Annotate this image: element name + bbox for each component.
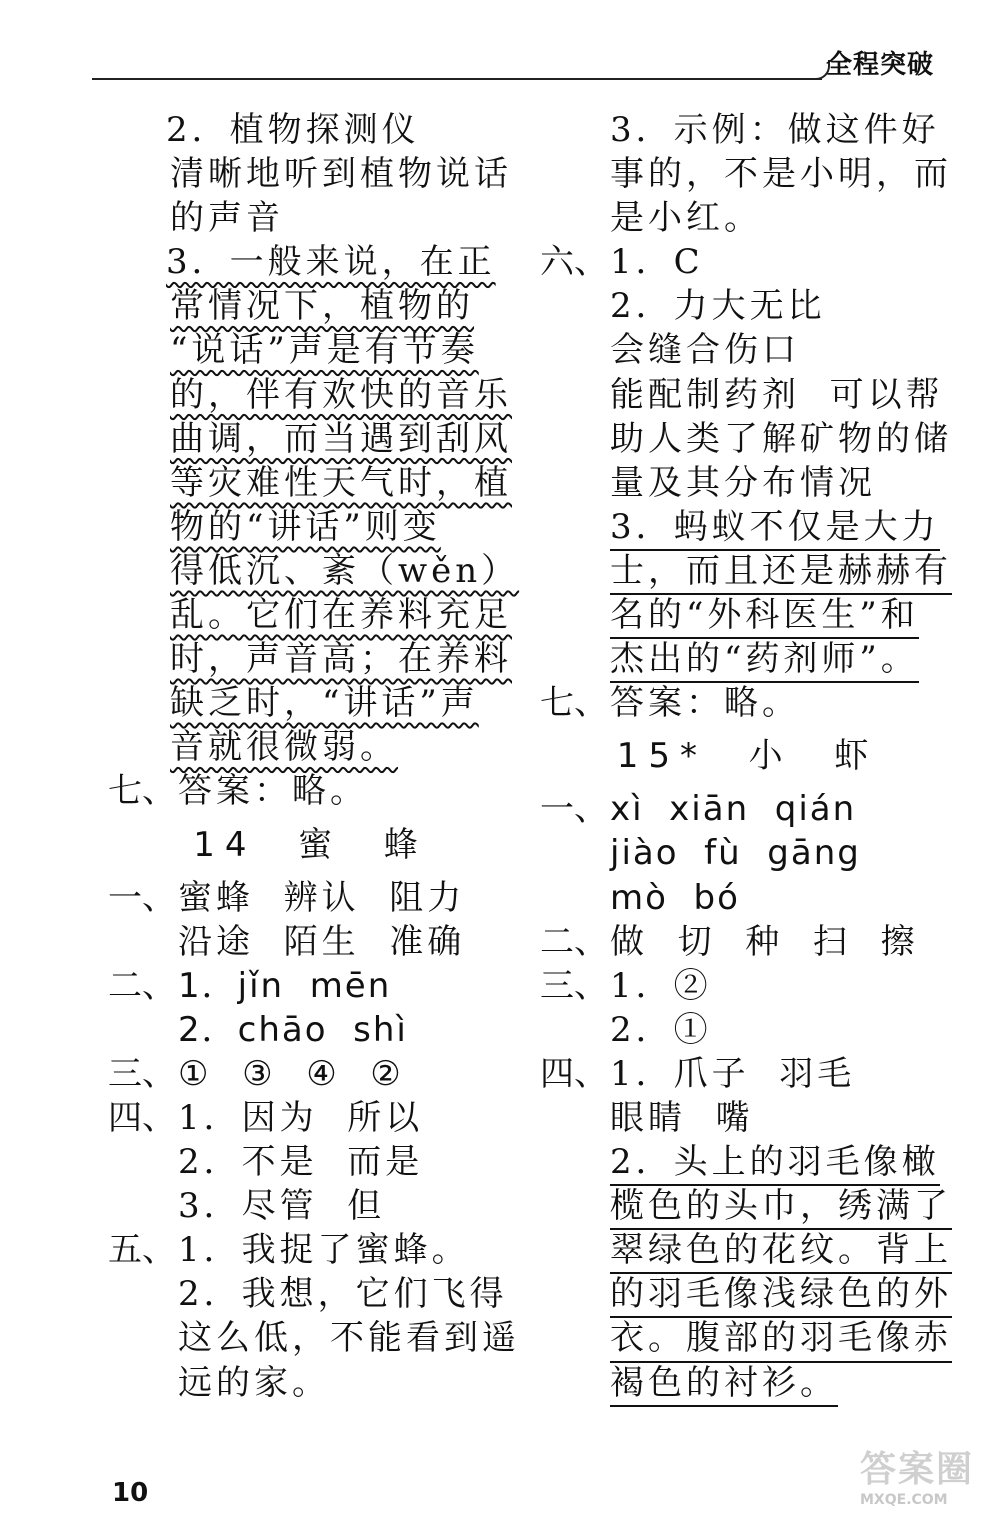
answer-line (540, 196, 955, 240)
answer-line (108, 876, 513, 920)
answer-text: 名的“外科医生”和 (610, 593, 919, 639)
answer-line (108, 1184, 513, 1228)
answer-text: 这么低，不能看到遥 (178, 1318, 520, 1359)
answer-line (108, 461, 513, 505)
answer-line (540, 152, 955, 196)
lesson-title: 14 蜜 蜂 (193, 824, 428, 865)
answer-text: 物的“讲话”则变 (170, 506, 441, 547)
answer-text: 曲调，而当遇到刮风 (170, 418, 512, 459)
answer-line (108, 1052, 513, 1096)
answer-line (540, 1096, 955, 1140)
answer-text: 事的，不是小明，而 (610, 154, 952, 195)
answer-text: 音就很微弱。 (170, 727, 398, 768)
answer-text: 得低沉、紊（wěn） (170, 550, 520, 591)
answer-line (108, 1361, 513, 1405)
answer-text: 助人类了解矿物的储 (610, 418, 952, 459)
answer-line (108, 1140, 513, 1184)
answer-line (540, 461, 955, 505)
answer-line (108, 240, 513, 284)
answer-line (540, 549, 955, 593)
answer-line (540, 920, 955, 964)
answer-text: 1．jǐn mēn (178, 965, 392, 1006)
answer-text: 蜜蜂 辨认 阻力 (178, 877, 466, 918)
answer-line (108, 1272, 513, 1316)
answer-line (108, 373, 513, 417)
answer-line (108, 284, 513, 328)
answer-text: 眼睛 嘴 (610, 1097, 754, 1138)
answer-text: 褐色的衬衫。 (610, 1361, 838, 1407)
answer-text: 的，伴有欢快的音乐 (170, 374, 512, 415)
answer-text: 2．不是 而是 (178, 1142, 424, 1183)
item-number: 二、 (540, 921, 608, 962)
answer-text: 乱。它们在养料充足 (170, 595, 512, 636)
answer-line (108, 725, 513, 769)
answer-text: 3．尽管 但 (178, 1186, 386, 1227)
answer-text: 答案：略。 (178, 771, 368, 812)
answer-text: 1．爪子 羽毛 (610, 1053, 856, 1094)
answer-text: 杰出的“药剂师”。 (610, 637, 919, 683)
answer-line (540, 831, 955, 875)
right-column (540, 108, 955, 1405)
item-number: 三、 (540, 965, 608, 1006)
answer-line (540, 725, 955, 787)
answer-text: 的声音 (170, 198, 284, 239)
answer-text: 2．chāo shì (178, 1009, 408, 1050)
answer-text: 衣。腹部的羽毛像赤 (610, 1316, 952, 1362)
item-number: 六、 (540, 242, 608, 283)
answer-text: 2．植物探测仪 (166, 110, 420, 150)
item-number: 五、 (108, 1230, 176, 1271)
answer-text: 3．一般来说，在正 (166, 242, 496, 283)
item-number: 一、 (108, 877, 176, 918)
answer-text: 1．C (610, 242, 704, 283)
item-number: 七、 (540, 683, 608, 724)
answer-line (540, 328, 955, 372)
answer-line (540, 1184, 955, 1228)
brand-title: 全程突破 (826, 50, 935, 80)
answer-text: 1．我捉了蜜蜂。 (178, 1230, 470, 1271)
answer-line (540, 964, 955, 1008)
answer-text: 是小红。 (610, 198, 762, 239)
answer-line (540, 1361, 955, 1405)
answer-text: jiào fù gāng (610, 833, 861, 874)
answer-line (108, 681, 513, 725)
answer-line (108, 505, 513, 549)
answer-line (540, 1140, 955, 1184)
watermark-logo: 答案圈 MXQE.COM (860, 1449, 975, 1508)
answer-text: 1．因为 所以 (178, 1097, 424, 1138)
answer-line (540, 1228, 955, 1272)
answer-line (540, 681, 955, 725)
answer-text: 士，而且还是赫赫有 (610, 549, 952, 595)
answer-text: 量及其分布情况 (610, 462, 876, 503)
answer-line (108, 108, 513, 152)
answer-line (540, 1272, 955, 1316)
answer-line (108, 1316, 520, 1360)
answer-text: 2．头上的羽毛像橄 (610, 1140, 940, 1186)
answer-text: 清晰地听到植物说话 (170, 154, 512, 195)
answer-text: 翠绿色的花纹。背上 (610, 1228, 952, 1274)
answer-line (540, 373, 955, 417)
answer-text: 会缝合伤口 (610, 330, 800, 371)
answer-line (108, 593, 513, 637)
answer-text: 时，声音高；在养料 (170, 639, 512, 680)
answer-line (108, 920, 513, 964)
answer-line (108, 1228, 513, 1272)
item-number: 七、 (108, 771, 176, 812)
answer-text: 3．示例：做这件好 (610, 110, 940, 150)
answer-line (540, 240, 955, 284)
answer-line (540, 284, 955, 328)
lesson-title: 15* 小 虾 (616, 736, 879, 777)
answer-line (108, 637, 513, 681)
answer-line (540, 1316, 955, 1360)
answer-text: 沿途 陌生 准确 (178, 921, 466, 962)
answer-text: 远的家。 (178, 1362, 330, 1403)
answer-line (108, 196, 513, 240)
answer-text: 能配制药剂 可以帮 (610, 374, 944, 415)
answer-text: xì xiān qián (610, 789, 857, 830)
answer-text: 1．② (610, 965, 712, 1006)
answer-text: 的羽毛像浅绿色的外 (610, 1272, 952, 1318)
answer-line (540, 593, 955, 637)
answer-text: 2．我想，它们飞得 (178, 1274, 508, 1315)
answer-line (108, 769, 513, 813)
item-number: 二、 (108, 965, 176, 1006)
answer-text: mò bó (610, 877, 740, 918)
answer-line (108, 814, 513, 876)
item-number: 四、 (108, 1097, 176, 1138)
answer-text: “说话”声是有节奏 (170, 330, 479, 371)
answer-line (108, 1008, 513, 1052)
page-number: 10 (112, 1478, 149, 1508)
answer-text: 榄色的头巾，绣满了 (610, 1184, 952, 1230)
answer-text: 2．① (610, 1009, 712, 1050)
answer-text: 常情况下，植物的 (170, 286, 474, 327)
answer-line (108, 964, 513, 1008)
answer-text: 2．力大无比 (610, 286, 826, 327)
item-number: 一、 (540, 789, 608, 830)
answer-text: 3．蚂蚁不仅是大力 (610, 505, 940, 551)
answer-line (540, 505, 955, 549)
header-rule (92, 78, 822, 80)
answer-line (108, 328, 513, 372)
answer-line (108, 1096, 513, 1140)
answer-text: 做 切 种 扫 擦 (610, 921, 919, 962)
answer-line (108, 152, 513, 196)
answer-line (540, 637, 955, 681)
answer-line (540, 108, 955, 152)
answer-line (540, 1008, 955, 1052)
answer-text: ① ③ ④ ② (178, 1053, 405, 1094)
answer-line (540, 1052, 955, 1096)
answer-line (540, 876, 955, 920)
answer-line (108, 417, 513, 461)
answer-text: 等灾难性天气时，植 (170, 462, 512, 503)
answer-text: 缺乏时，“讲话”声 (170, 683, 479, 724)
answer-line (540, 417, 955, 461)
answer-text: 答案：略。 (610, 683, 800, 724)
item-number: 三、 (108, 1053, 176, 1094)
item-number: 四、 (540, 1053, 608, 1094)
answer-line (540, 787, 955, 831)
left-column (108, 108, 520, 1405)
answer-line (108, 549, 520, 593)
